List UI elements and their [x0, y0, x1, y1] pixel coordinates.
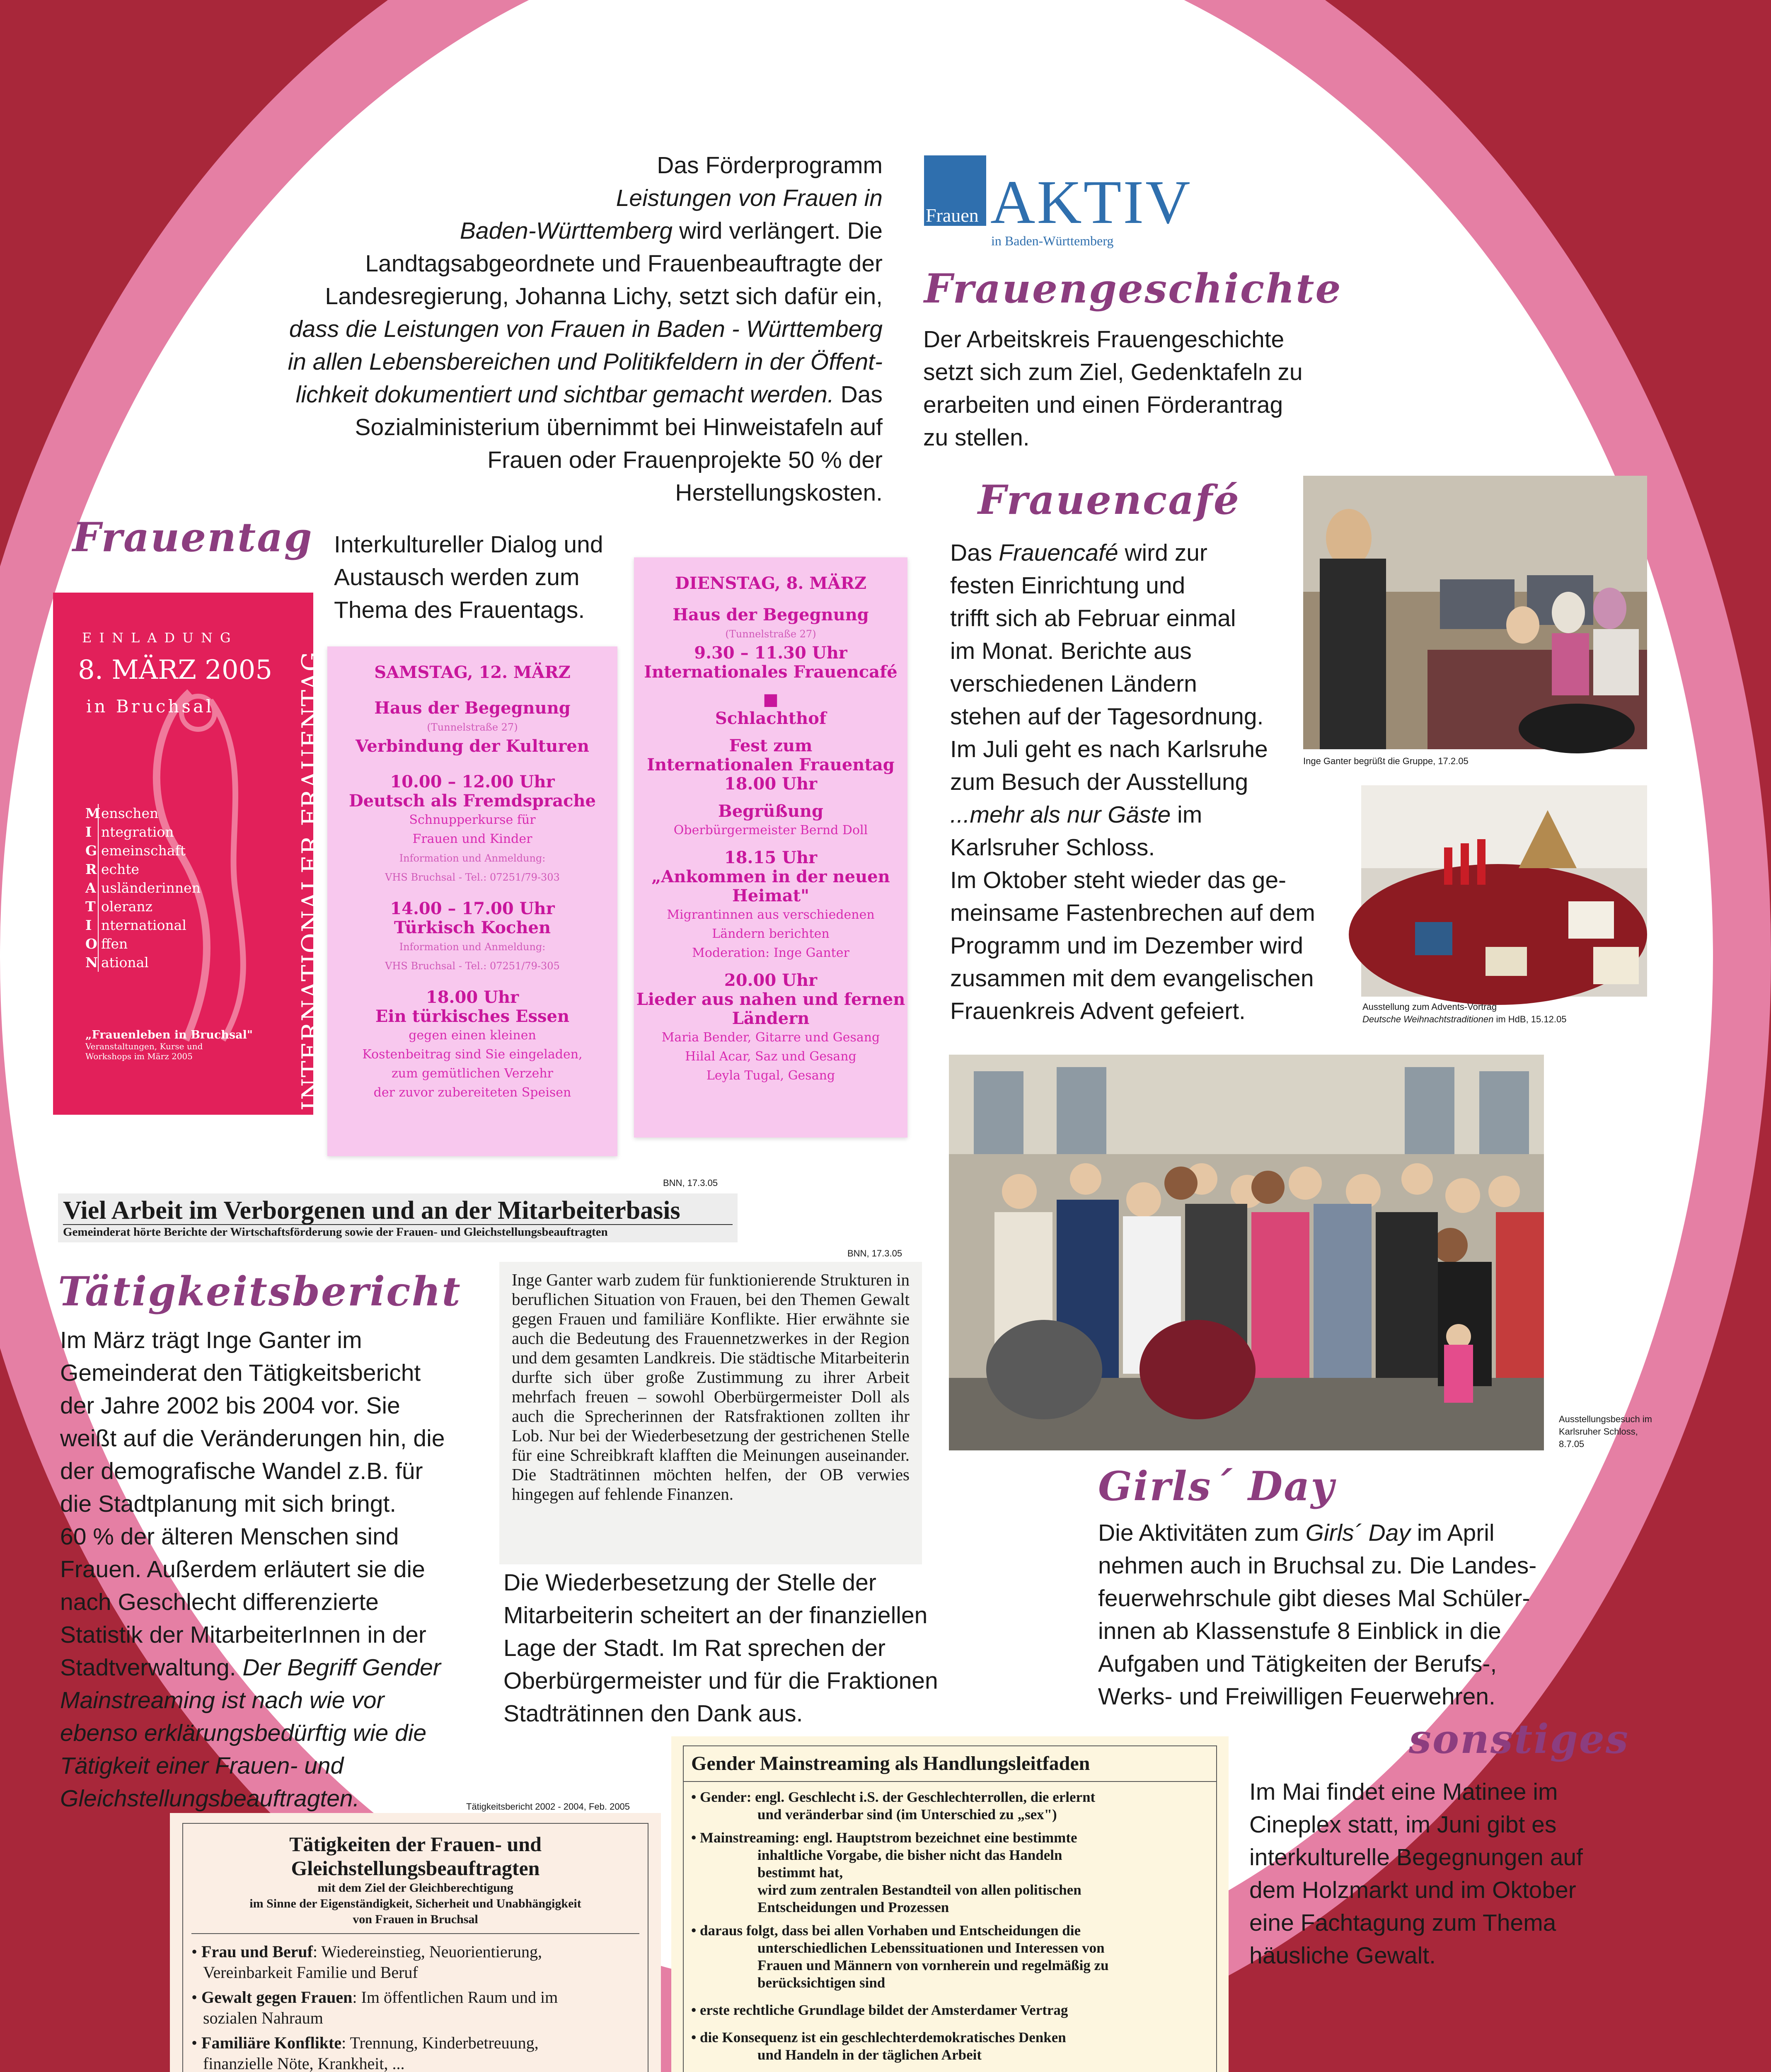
taetigkeitsbericht-text	[60, 1324, 499, 1815]
flyer-footer-line: Workshops im März 2005	[85, 1051, 193, 1061]
taetigkeit-line: Im März trägt Inge Ganter im	[60, 1327, 362, 1353]
taetigkeit-line: Gemeinderat den Tätigkeitsbericht	[60, 1360, 421, 1386]
girls-line: Werks- und Freiwilligen Feuerwehren.	[1098, 1683, 1495, 1710]
card-event: Internationales Frauencafé	[644, 662, 898, 682]
card-event: Fest zum	[729, 736, 813, 755]
card-desc: Migrantinnen aus verschiedenen	[667, 908, 875, 922]
intro-paragraph	[249, 149, 883, 509]
newspaper-clipping: Inge Ganter warb zudem für funktionierende Strukturen in beruflichen Situation von Frauen, bei den Themen Gewalt gegen Frauen und familiäre Konflikte. Hier erwähnte sie auch die Bedeutung des Frauennetzwerkes in der Region und dem gesamten Landkreis. Die städtische Mitarbeiterin durfte sich über große Zustimmung zu ihrer Arbeit mehrfach freuen – sowohl Oberbürgermeister Doll als auch die Sprecherinnen der Ratsfraktionen zollten ihr Lob. Nur bei der Wiederbesetzung der gestrichenen Stelle für eine Schreibkraft klafften die Meinungen auseinander. Die Stadträtinnen möchten helfen, der OB verwies hingegen auf fehlende Finanzen.	[499, 1262, 922, 1564]
sonstiges-line: dem Holzmarkt und im Oktober	[1249, 1877, 1576, 1903]
frauencafe-photo-advent	[1361, 785, 1647, 997]
gm-frame	[683, 1745, 1217, 2072]
taetigkeiten-box-frame	[182, 1823, 648, 2072]
taetigkeit-line: weißt auf die Veränderungen hin, die	[60, 1425, 445, 1452]
sonstiges-heading: sonstiges	[1409, 1716, 1629, 1762]
frauentag-heading: Frauentag	[73, 514, 313, 561]
frauengeschichte-line: Der Arbeitskreis Frauengeschichte	[923, 326, 1285, 353]
sonstiges-line: Im Mai findet eine Matinee im	[1249, 1779, 1558, 1805]
intro-line: Landesregierung, Johanna Lichy, setzt sich dafür ein,	[325, 283, 883, 310]
card-desc: Leyla Tugal, Gesang	[706, 1068, 835, 1083]
frauencafe-line: Im Juli geht es nach Karlsruhe	[950, 736, 1268, 762]
taetigkeit-line: Mainstreaming ist nach wie vor	[60, 1687, 385, 1714]
frauen-aktiv-logo	[924, 155, 1192, 255]
gm-list	[684, 1782, 1216, 2072]
wiederbesetzung-text	[503, 1566, 972, 1730]
card-event: Deutsch als Fremdsprache	[348, 791, 596, 811]
program-card-samstag	[327, 646, 617, 1156]
card-info: VHS Bruchsal - Tel.: 07251/79-303	[385, 871, 560, 883]
card-desc: Schnupperkurse für	[409, 813, 536, 827]
card-desc: Hilal Acar, Saz und Gesang	[685, 1049, 856, 1064]
frauentag-flyer	[53, 593, 326, 1115]
bnn-source-2: BNN, 17.3.05	[847, 1248, 902, 1259]
card-day: DIENSTAG, 8. MÄRZ	[675, 574, 866, 593]
migration-row: T oleranz	[85, 897, 201, 916]
girls-day-heading: Girls´ Day	[1098, 1463, 1336, 1510]
girls-line: nehmen auch in Bruchsal zu. Die Landes-	[1098, 1552, 1537, 1579]
card-desc: Moderation: Inge Ganter	[692, 946, 849, 960]
card-event: Lieder aus nahen und fernen Ländern	[636, 990, 905, 1028]
migration-row: I ntegration	[85, 823, 201, 841]
migration-row: G emeinschaft	[85, 841, 201, 860]
card-time: 10.00 – 12.00 Uhr	[390, 772, 555, 792]
frauengeschichte-line: setzt sich zum Ziel, Gedenktafeln zu	[923, 359, 1303, 385]
card-time: 18.15 Uhr	[724, 848, 818, 867]
logo-word-frauen: Frauen	[926, 205, 979, 226]
frauentag-line: Thema des Frauentags.	[334, 597, 585, 623]
card-day: SAMSTAG, 12. MÄRZ	[374, 663, 571, 682]
frauencafe-line: zusammen mit dem evangelischen	[950, 965, 1314, 992]
group-photo-caption-line: Karlsruher Schloss,	[1559, 1426, 1638, 1437]
flyer-date: 8. MÄRZ 2005	[78, 655, 273, 685]
card-time: 9.30 – 11.30 Uhr	[694, 643, 847, 663]
frauencafe-photo-greeting	[1303, 476, 1647, 749]
frauencafe-line: verschiedenen Ländern	[950, 670, 1197, 697]
frauencafe-line: trifft sich ab Februar einmal	[950, 605, 1236, 632]
photo-advent-caption	[1362, 1001, 1566, 1026]
flyer-footer-title: „Frauenleben in Bruchsal"	[85, 1029, 253, 1041]
frauencafe-line: festen Einrichtung und	[950, 572, 1186, 599]
gm-item: • erste rechtliche Grundlage bildet der Amsterdamer Vertrag	[691, 2002, 1068, 2018]
frauencafe-line: Das Frauencafé wird zur	[950, 540, 1207, 566]
migration-row: R echte	[85, 860, 201, 879]
frauencafe-line: ...mehr als nur Gäste im	[950, 801, 1202, 828]
intro-line: Baden-Württemberg wird verlängert. Die	[460, 218, 883, 244]
frauencafe-line: Programm und im Dezember wird	[950, 932, 1304, 959]
girls-line: feuerwehrschule gibt dieses Mal Schüler-	[1098, 1585, 1530, 1612]
logo-word-aktiv: AKTIV	[990, 168, 1192, 237]
intro-line: dass die Leistungen von Frauen in Baden - Württemberg	[289, 316, 883, 342]
frauencafe-line: zum Besuch der Ausstellung	[950, 769, 1248, 795]
card-street: (Tunnelstraße 27)	[725, 628, 816, 640]
intro-line: Das Förderprogramm	[657, 152, 883, 179]
card-venue: Haus der Begegnung	[673, 605, 869, 625]
card-event: „Ankommen in der neuen Heimat"	[651, 867, 890, 905]
photo-greeting-scene	[1303, 476, 1647, 749]
frauencafe-heading: Frauencafé	[978, 477, 1240, 523]
card-time: 14.00 – 17.00 Uhr	[390, 899, 555, 918]
flyer-footer	[85, 1029, 253, 1061]
card-theme: Verbindung der Kulturen	[356, 736, 589, 756]
card-event: Internationalen Frauentag	[647, 755, 895, 775]
frauencafe-line: im Monat. Berichte aus	[950, 638, 1192, 664]
group-photo-caption-line: 8.7.05	[1559, 1439, 1585, 1449]
sonstiges-text	[1249, 1776, 1643, 1972]
taetigkeit-line: der demografische Wandel z.B. für	[60, 1458, 423, 1484]
card-time: 18.00 Uhr	[724, 774, 818, 794]
gm-title: Gender Mainstreaming als Handlungsleitfaden	[684, 1746, 1216, 1782]
sonstiges-line: häusliche Gewalt.	[1249, 1942, 1436, 1969]
taetigkeit-line: ebenso erklärungsbedürftig wie die	[60, 1720, 427, 1746]
migration-row: N ational	[85, 953, 201, 972]
card-desc: Maria Bender, Gitarre und Gesang	[661, 1030, 880, 1045]
card-info: Information und Anmeldung:	[399, 941, 546, 953]
taetigkeit-line: Frauen. Außerdem erläutert sie die	[60, 1556, 425, 1583]
taetigkeit-line: Gleichstellungsbeauftragten.	[60, 1785, 360, 1812]
newspaper-headline	[58, 1193, 738, 1242]
card-desc: der zuvor zubereiteten Speisen	[373, 1085, 571, 1100]
card-desc: Kostenbeitrag sind Sie eingeladen,	[362, 1047, 583, 1062]
photo-advent-scene	[1361, 785, 1647, 997]
taetigkeitsbericht-heading: Tätigkeitsbericht	[58, 1268, 462, 1315]
taetigkeit-line: Tätigkeit einer Frauen- und	[60, 1752, 344, 1779]
frauencafe-line: Karlsruher Schloss.	[950, 834, 1155, 861]
migration-row: A usländerinnen	[85, 879, 201, 897]
taetigkeiten-box-title: Tätigkeiten der Frauen- und	[289, 1832, 542, 1856]
program-card-dienstag	[634, 557, 907, 1138]
frauengeschichte-line: erarbeiten und einen Förderantrag	[923, 392, 1283, 418]
card-event: Türkisch Kochen	[394, 918, 551, 937]
card-time: 18.00 Uhr	[426, 988, 519, 1007]
intro-line: Leistungen von Frauen in	[616, 185, 883, 211]
taetigkeiten-box-subtitle: von Frauen in Bruchsal	[191, 1912, 639, 1934]
headline-sub: Gemeinderat hörte Berichte der Wirtschaftsförderung sowie der Frauen- und Gleichstellungsbeauftragten	[63, 1224, 733, 1239]
taetigkeit-line: Statistik der MitarbeiterInnen in der	[60, 1622, 426, 1648]
frauengeschichte-heading: Frauengeschichte	[924, 265, 1342, 312]
card-bullet: ■	[763, 690, 779, 709]
taetigkeitsbericht-caption: Tätigkeitsbericht 2002 - 2004, Feb. 2005	[466, 1801, 630, 1812]
flyer-footer-line: Veranstaltungen, Kurse und	[85, 1041, 203, 1051]
migration-row: Menschen	[85, 804, 201, 823]
wieder-line: Mitarbeiterin scheitert an der finanziellen	[503, 1602, 928, 1629]
headline-main: Viel Arbeit im Verborgenen und an der Mitarbeiterbasis	[63, 1196, 680, 1225]
frauentag-line: Interkultureller Dialog und	[334, 531, 603, 558]
frauengeschichte-text	[923, 323, 1338, 454]
intro-line: lichkeit dokumentiert und sichtbar gemacht werden. Das	[295, 381, 883, 408]
flyer-migration-list	[85, 804, 201, 972]
wieder-line: Oberbürgermeister und für die Fraktionen	[503, 1668, 938, 1694]
migration-row: I nternational	[85, 916, 201, 934]
card-desc: Oberbürgermeister Bernd Doll	[673, 823, 868, 838]
group-photo-schloss	[949, 1055, 1544, 1450]
frauencafe-text	[950, 537, 1348, 1028]
flyer-vertical-title: INTERNATIONALER FRAUENTAG	[297, 651, 326, 1111]
taetigkeit-line: die Stadtplanung mit sich bringt.	[60, 1491, 397, 1517]
card-event: Begrüßung	[718, 801, 823, 821]
girls-line: innen ab Klassenstufe 8 Einblick in die	[1098, 1618, 1501, 1644]
gm-item: • Mainstreaming: engl. Hauptstrom bezeichnet eine bestimmte inhaltliche Vorgabe, die bisher nicht das Handeln bestimmt hat, wird zum zentralen Bestandteil von allen politischen Entscheidungen und Prozessen	[691, 1830, 1081, 1915]
logo-subtitle: in Baden-Württemberg	[991, 233, 1114, 248]
frauencafe-line: stehen auf der Tagesordnung.	[950, 703, 1264, 730]
intro-line: Sozialministerium übernimmt bei Hinweistafeln auf	[355, 414, 883, 441]
frauentag-line: Austausch werden zum	[334, 564, 580, 591]
photo-advent-caption-line2: Deutsche Weihnachtstraditionen im HdB, 15.12.05	[1362, 1014, 1567, 1024]
taetigkeiten-box-subtitle: mit dem Ziel der Gleichberechtigung	[317, 1881, 513, 1895]
card-info: VHS Bruchsal - Tel.: 07251/79-305	[385, 960, 560, 972]
frauencafe-line: Im Oktober steht wieder das ge-	[950, 867, 1287, 893]
frauencafe-line: Frauenkreis Advent gefeiert.	[950, 998, 1246, 1024]
card-desc: Ländern berichten	[712, 927, 830, 941]
taetigkeiten-item: • Gewalt gegen Frauen: Im öffentlichen Raum und im sozialen Nahraum	[191, 1988, 558, 2027]
intro-line: Landtagsabgeordnete und Frauenbeauftragte der	[365, 250, 883, 277]
gm-item: • daraus folgt, dass bei allen Vorhaben und Entscheidungen die unterschiedlichen Lebenssituationen und Interessen von Frauen und Männern von vornherein und regelmäßig zu berücksichtigen sind	[691, 1922, 1109, 1991]
sonstiges-line: interkulturelle Begegnungen auf	[1249, 1844, 1583, 1871]
card-time: 20.00 Uhr	[724, 971, 818, 990]
intro-line: in allen Lebensbereichen und Politikfeldern in der Öffent-	[288, 349, 883, 375]
girls-line: Aufgaben und Tätigkeiten der Berufs-,	[1098, 1651, 1497, 1677]
card-venue: Haus der Begegnung	[374, 698, 571, 718]
taetigkeit-line: Stadtverwaltung. Der Begriff Gender	[60, 1654, 441, 1681]
girls-day-text	[1098, 1517, 1595, 1713]
taetigkeiten-box-subtitle: im Sinne der Eigenständigkeit, Sicherheit und Unabhängigkeit	[249, 1897, 581, 1910]
flyer-place: in Bruchsal	[86, 696, 214, 716]
group-photo-scene	[949, 1055, 1544, 1450]
taetigkeiten-box	[170, 1813, 661, 2072]
wieder-line: Lage der Stadt. Im Rat sprechen der	[503, 1635, 886, 1661]
girls-line: Die Aktivitäten zum Girls´ Day im April	[1098, 1520, 1495, 1546]
gm-item: • die Konsequenz ist ein geschlechterdemokratisches Denken und Handeln in der täglichen Arbeit	[691, 2029, 1066, 2063]
intro-line: Frauen oder Frauenprojekte 50 % der	[487, 447, 883, 473]
taetigkeiten-item: • Frau und Beruf: Wiedereinstieg, Neuorientierung, Vereinbarkeit Familie und Beruf	[191, 1942, 542, 1982]
group-photo-caption	[1559, 1413, 1652, 1450]
card-desc: gegen einen kleinen	[409, 1028, 536, 1043]
gender-mainstreaming-box	[671, 1736, 1229, 2072]
group-photo-caption-line: Ausstellungsbesuch im	[1559, 1414, 1652, 1424]
flyer-einladung: EINLADUNG	[82, 630, 238, 646]
taetigkeit-line: der Jahre 2002 bis 2004 vor. Sie	[60, 1392, 400, 1419]
card-desc: zum gemütlichen Verzehr	[391, 1066, 554, 1081]
card-desc: Frauen und Kinder	[412, 832, 532, 846]
taetigkeiten-item: • Familiäre Konflikte: Trennung, Kinderbetreuung, finanzielle Nöte, Krankheit, ...	[191, 2033, 539, 2072]
gm-item: • Gender: engl. Geschlecht i.S. der Geschlechterrollen, die erlernt und veränderbar sind (im Unterschied zu „sex")	[691, 1789, 1096, 1823]
card-venue: Schlachthof	[715, 709, 827, 728]
taetigkeiten-box-list	[191, 1941, 639, 2072]
frauencafe-line: meinsame Fastenbrechen auf dem	[950, 900, 1315, 926]
card-street: (Tunnelstraße 27)	[427, 721, 518, 733]
frauengeschichte-line: zu stellen.	[923, 424, 1030, 451]
wieder-line: Die Wiederbesetzung der Stelle der	[503, 1569, 876, 1596]
wieder-line: Stadträtinnen den Dank aus.	[503, 1700, 803, 1727]
card-event: Ein türkisches Essen	[375, 1007, 570, 1026]
card-info: Information und Anmeldung:	[399, 852, 546, 864]
sonstiges-line: Cineplex statt, im Juni gibt es	[1249, 1811, 1557, 1838]
photo-greeting-caption: Inge Ganter begrüßt die Gruppe, 17.2.05	[1303, 756, 1469, 766]
photo-advent-caption-line1: Ausstellung zum Advents-Vortrag	[1362, 1002, 1497, 1012]
taetigkeiten-box-title: Gleichstellungsbeauftragten	[291, 1857, 540, 1880]
frauentag-text	[334, 528, 624, 627]
bnn-source-1: BNN, 17.3.05	[663, 1178, 718, 1188]
sonstiges-line: eine Fachtagung zum Thema	[1249, 1910, 1556, 1936]
intro-line: Herstellungskosten.	[675, 479, 883, 506]
taetigkeit-line: nach Geschlecht differenzierte	[60, 1589, 379, 1615]
taetigkeit-line: 60 % der älteren Menschen sind	[60, 1523, 399, 1550]
migration-row: O ffen	[85, 934, 201, 953]
